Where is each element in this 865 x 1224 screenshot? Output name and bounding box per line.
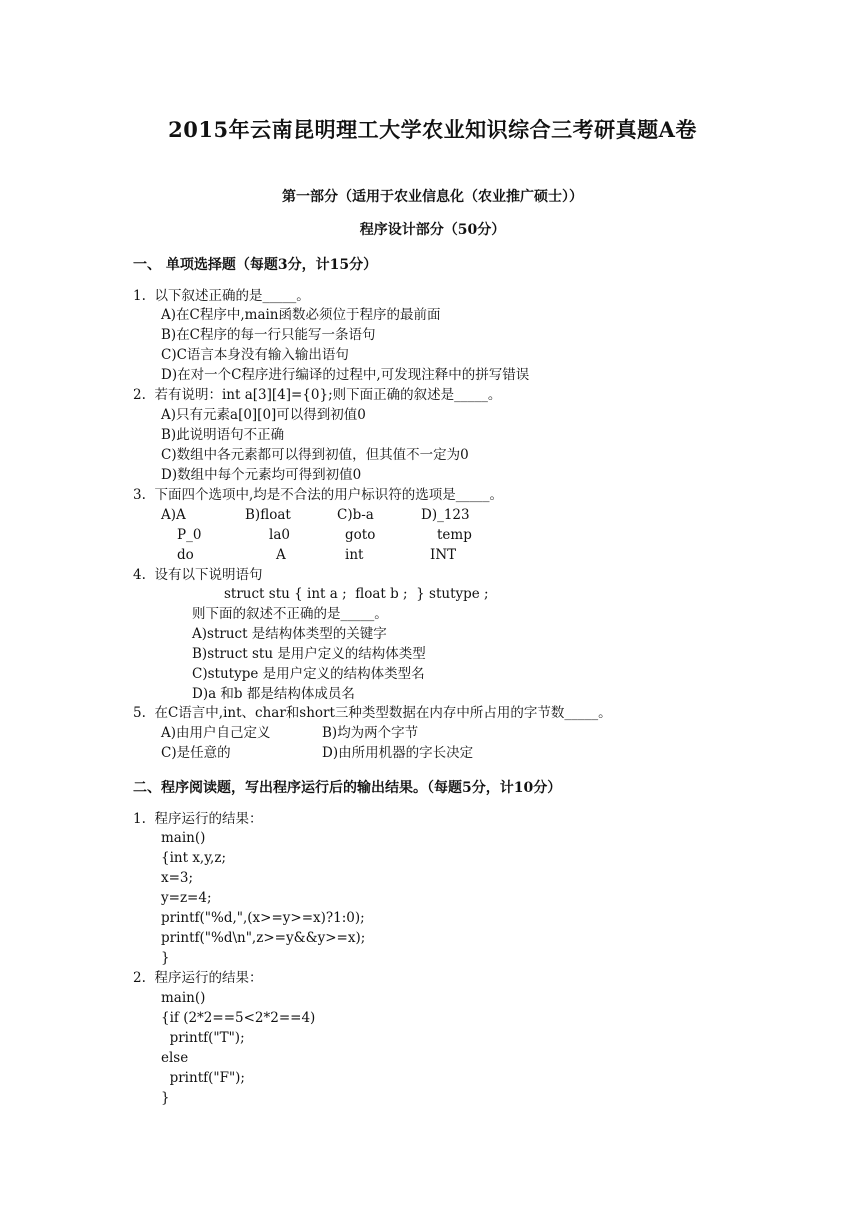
p1-code-line: }	[161, 950, 170, 966]
q5-option-d: D)由所用机器的字长决定	[322, 745, 474, 761]
document-title: 2015年云南昆明理工大学农业知识综合三考研真题A卷	[168, 117, 697, 142]
p1-stem: 1. 程序运行的结果：	[133, 811, 263, 827]
q4-option-b: B)struct stu 是用户定义的结构体类型	[192, 646, 426, 662]
q1-option-d: D)在对一个C程序进行编译的过程中,可发现注释中的拼写错误	[161, 367, 530, 383]
q5-option-a: A)由用户自己定义	[161, 725, 271, 741]
part-subheading: 程序设计部分（50分）	[359, 222, 506, 238]
q3-row1-c: C)b-a	[337, 507, 374, 523]
q4-prompt: 则下面的叙述不正确的是_____。	[192, 606, 388, 622]
q1-option-b: B)在C程序的每一行只能写一条语句	[161, 327, 376, 343]
p2-code-line: printf("T");	[161, 1030, 245, 1046]
p2-code-line: printf("F");	[161, 1070, 245, 1086]
q5-option-b: B)均为两个字节	[322, 725, 419, 741]
q3-row1-a: A)A	[161, 507, 186, 523]
q3-row3-d: INT	[430, 547, 457, 563]
q4-option-d: D)a 和b 都是结构体成员名	[192, 686, 355, 702]
p1-code-line: main()	[161, 830, 206, 846]
q3-row2-b: la0	[269, 527, 290, 543]
q5-option-c: C)是任意的	[161, 745, 231, 761]
p2-code-line: }	[161, 1090, 170, 1106]
q3-row2-a: P_0	[177, 527, 202, 543]
q1-option-a: A)在C程序中,main函数必须位于程序的最前面	[161, 307, 441, 323]
p2-stem: 2. 程序运行的结果：	[133, 970, 263, 986]
section2-heading: 二、程序阅读题，写出程序运行后的输出结果。（每题5分，计10分）	[133, 780, 562, 796]
q2-option-d: D)数组中每个元素均可得到初值0	[161, 467, 362, 483]
part-heading: 第一部分（适用于农业信息化（农业推广硕士））	[282, 189, 583, 205]
p1-code-line: y=z=4;	[161, 890, 212, 906]
p1-code-line: printf("%d,",(x>=y>=x)?1:0);	[161, 910, 365, 926]
q2-option-c: C)数组中各元素都可以得到初值，但其值不一定为0	[161, 447, 469, 463]
p1-code-line: {int x,y,z;	[161, 850, 227, 866]
p2-code-line: main()	[161, 990, 206, 1006]
q3-stem: 3. 下面四个选项中,均是不合法的用户标识符的选项是_____。	[133, 487, 504, 503]
q4-option-a: A)struct 是结构体类型的关键字	[192, 626, 387, 642]
p1-code-line: printf("%d\n",z>=y&&y>=x);	[161, 930, 366, 946]
q1-option-c: C)C语言本身没有输入输出语句	[161, 347, 349, 363]
p2-code-line: else	[161, 1050, 189, 1066]
q4-code: struct stu { int a ; float b ; } stutype ;	[224, 586, 489, 602]
q1-stem: 1. 以下叙述正确的是_____。	[133, 288, 310, 304]
q3-row3-c: int	[345, 547, 364, 563]
q2-option-b: B)此说明语句不正确	[161, 427, 285, 443]
q3-row3-b: A	[276, 547, 286, 563]
q5-stem: 5. 在C语言中,int、char和short三种类型数据在内存中所占用的字节数_____。	[133, 705, 612, 721]
p1-code-line: x=3;	[161, 870, 194, 886]
q3-row2-c: goto	[345, 527, 376, 543]
q3-row3-a: do	[177, 547, 194, 563]
q3-row1-d: D)_123	[421, 507, 470, 523]
q3-row2-d: temp	[437, 527, 472, 543]
q4-option-c: C)stutype 是用户定义的结构体类型名	[192, 666, 425, 682]
q2-stem: 2. 若有说明：int a[3][4]={0};则下面正确的叙述是_____。	[133, 387, 502, 403]
q4-stem: 4. 设有以下说明语句	[133, 567, 263, 583]
p2-code-line: {if (2*2==5<2*2==4)	[161, 1010, 316, 1026]
section1-heading: 一、 单项选择题（每题3分，计15分）	[133, 257, 378, 273]
q2-option-a: A)只有元素a[0][0]可以得到初值0	[161, 407, 366, 423]
q3-row1-b: B)float	[245, 507, 291, 523]
